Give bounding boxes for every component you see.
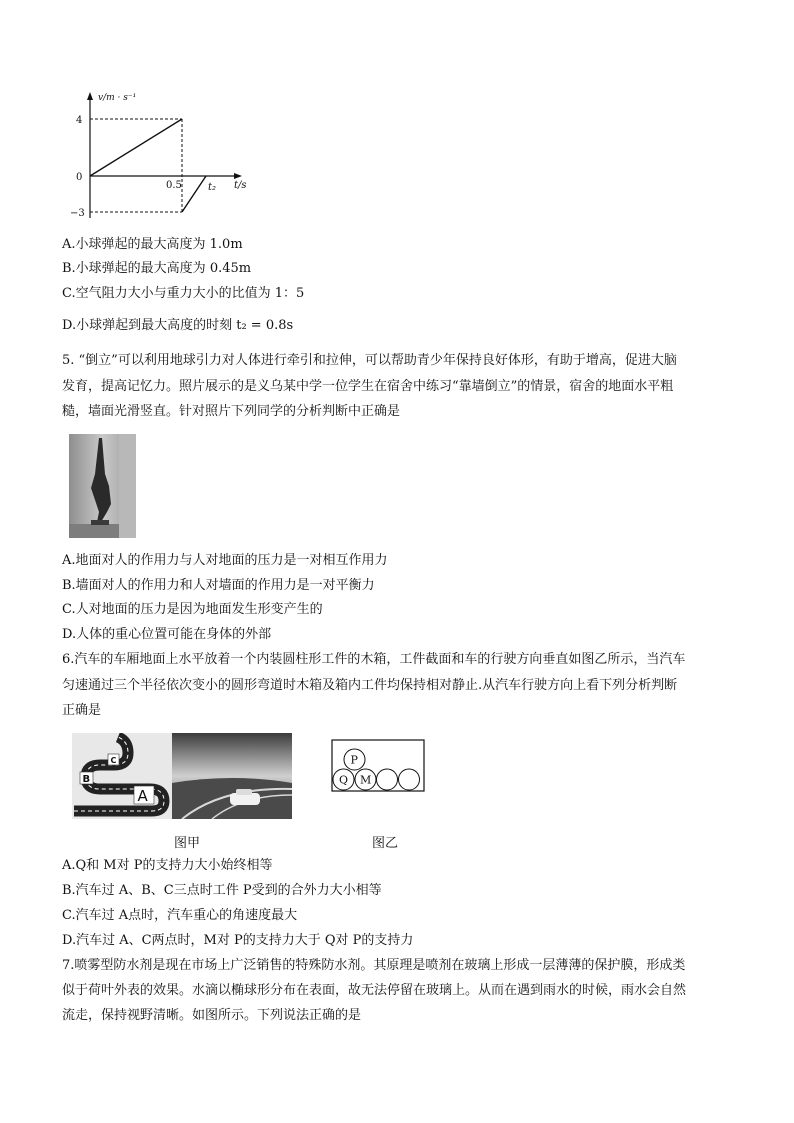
q7-stem-line-2: 似于荷叶外表的效果。水滴以椭球形分布在表面，故无法停留在玻璃上。从而在遇到雨水的时候，雨水会自然 [62, 983, 687, 998]
tick-x-05: 0.5 [166, 180, 182, 191]
q4-option-c: C.空气阻力大小与重力大小的比值为 1：5 [62, 286, 305, 301]
q5-option-c: C.人对地面的压力是因为地面发生形变产生的 [62, 602, 323, 617]
road-label-c: C [110, 756, 117, 765]
cylinder-5 [399, 769, 420, 790]
cylinder-label-p: P [350, 753, 358, 767]
tick-y-neg3: −3 [70, 208, 85, 219]
q6-option-b: B.汽车过 A、B、C三点时工件 P受到的合外力大小相等 [62, 883, 382, 898]
q5-option-d: D.人体的重心位置可能在身体的外部 [62, 627, 272, 642]
tick-y-0: 0 [76, 172, 83, 183]
figure-jia-caption: 图甲 [174, 836, 201, 851]
q5-option-b: B.墙面对人的作用力和人对墙面的作用力是一对平衡力 [62, 578, 375, 593]
tick-y-4: 4 [76, 115, 83, 126]
q7-stem-line-3: 流走，保持视野清晰。如图所示。下列说法正确的是 [62, 1008, 362, 1023]
q4-option-d: D.小球弹起到最大高度的时刻 t₂ = 0.8s [62, 318, 294, 333]
velocity-time-graph [70, 88, 260, 228]
q6-stem-line-2: 匀速通过三个半径依次变小的圆形弯道时木箱及箱内工件均保持相对静止.从汽车行驶方向上看下列分析判断 [62, 678, 678, 693]
x-axis-arrow [234, 173, 242, 179]
road-label-b: B [82, 774, 91, 785]
q5-stem-line-3: 糙，墙面光滑竖直。针对照片下列同学的分析判断中正确是 [62, 404, 401, 419]
tick-x-t2: t₂ [208, 182, 217, 193]
x-axis-label: t/s [234, 180, 247, 191]
handstand-photo [69, 434, 136, 538]
q5-stem-line-2: 发育，提高记忆力。照片展示的是义乌某中学一位学生在宿舍中练习“靠墙倒立”的情景，宿舍的地面水平粗 [62, 379, 674, 394]
q6-stem-line-3: 正确是 [62, 703, 102, 718]
fall-line [90, 119, 182, 176]
q7-stem-line-1: 7.喷雾型防水剂是现在市场上广泛销售的特殊防水剂。其原理是喷剂在玻璃上形成一层薄薄的保护膜，形成类 [62, 958, 686, 973]
q4-option-b: B.小球弹起的最大高度为 0.45m [62, 261, 252, 276]
q6-option-c: C.汽车过 A点时，汽车重心的角速度最大 [62, 908, 298, 923]
y-axis-label: v/m · s⁻¹ [98, 93, 137, 103]
q6-option-d: D.汽车过 A、C两点时，M对 P的支持力大于 Q对 P的支持力 [62, 933, 414, 948]
road-label-a: A [137, 787, 148, 805]
cylinder-4 [377, 769, 398, 790]
q6-stem-line-1: 6.汽车的车厢地面上水平放着一个内装圆柱形工件的木箱，工件截面和车的行驶方向垂直如图乙所示，当汽车 [62, 652, 686, 667]
q6-option-a: A.Q和 M对 P的支持力大小始终相等 [62, 858, 273, 873]
cylinder-label-q: Q [339, 773, 349, 787]
q4-option-a: A.小球弹起的最大高度为 1.0m [62, 237, 243, 252]
figure-yi-caption: 图乙 [372, 836, 399, 851]
q5-stem-line-1: 5. “倒立”可以利用地球引力对人体进行牵引和拉伸，可以帮助青少年保持良好体形，有助于增高，促进大脑 [62, 353, 677, 368]
y-axis-arrow [87, 92, 93, 100]
figure-yi-box [331, 739, 427, 793]
rise-line [182, 176, 206, 212]
cylinder-label-m: M [360, 773, 372, 787]
q5-option-a: A.地面对人的作用力与人对地面的压力是一对相互作用力 [62, 553, 388, 568]
figure-jia-road-photo [72, 733, 292, 819]
